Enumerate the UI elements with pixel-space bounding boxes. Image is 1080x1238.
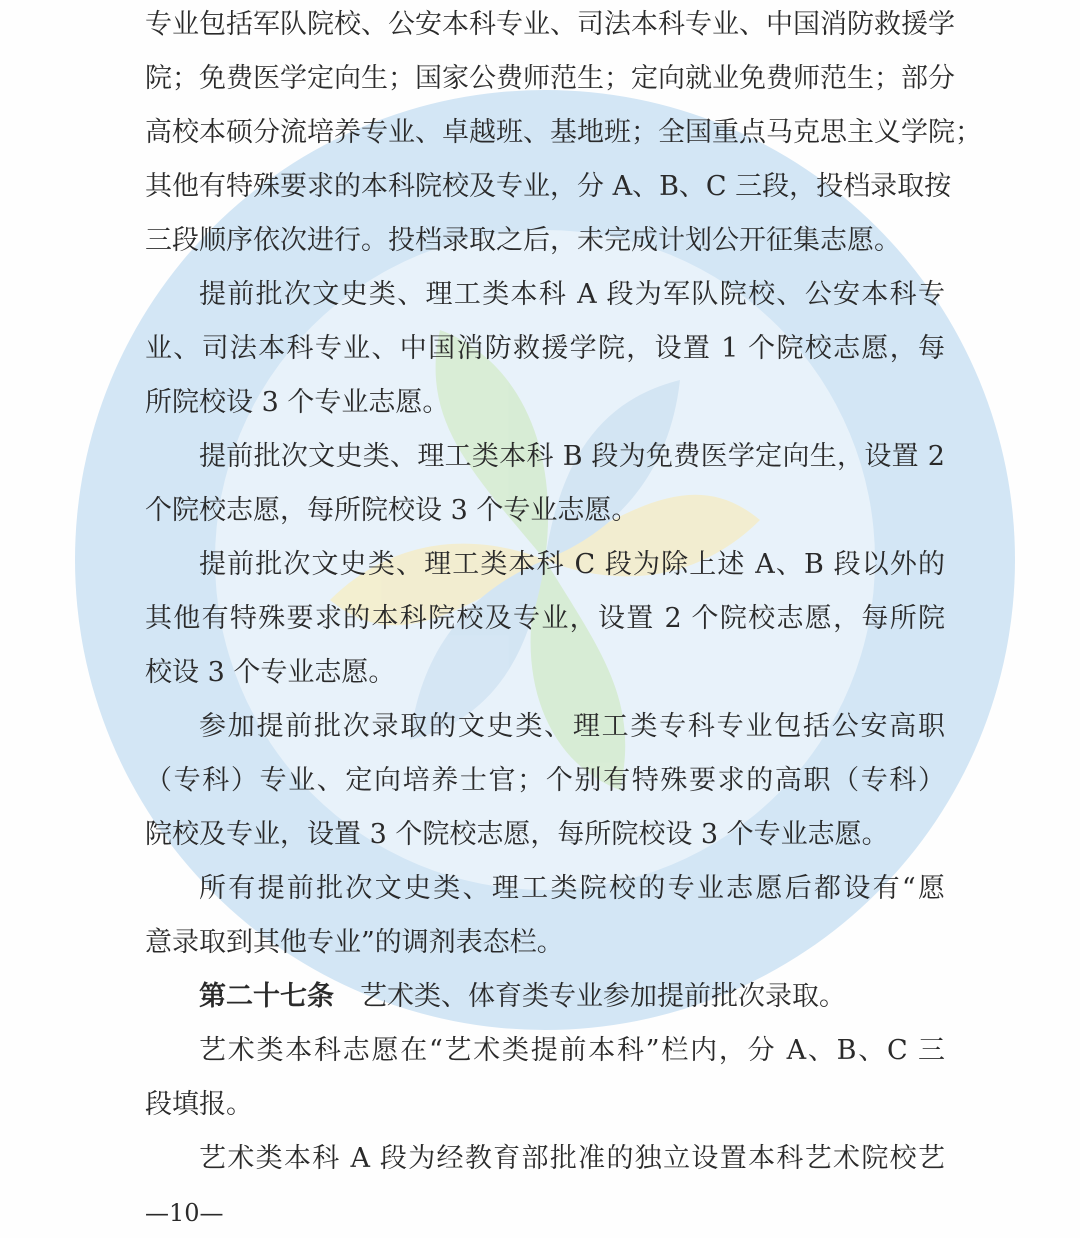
text-line: 意录取到其他专业”的调剂表态栏。 [145,927,564,958]
article-heading: 第二十七条 [199,981,334,1012]
text-line: 院；免费医学定向生；国家公费师范生；定向就业免费师范生；部分 [145,63,955,94]
text-line: 提前批次文史类、理工类本科 A 段为军队院校、公安本科专 [199,279,945,310]
text-line: 业、司法本科专业、中国消防救援学院，设置 1 个院校志愿，每 [145,333,945,364]
text-line: 三段顺序依次进行。投档录取之后，未完成计划公开征集志愿。 [145,225,901,256]
text-line: 院校及专业，设置 3 个院校志愿，每所院校设 3 个专业志愿。 [145,819,889,850]
text-line: 校设 3 个专业志愿。 [145,657,396,688]
text-line: 其他有特殊要求的本科院校及专业，分 A、B、C 三段，投档录取按 [145,171,952,202]
text-line: 提前批次文史类、理工类本科 C 段为除上述 A、B 段以外的 [199,549,945,580]
text-line: 艺术类、体育类专业参加提前批次录取。 [360,981,846,1012]
text-line: 高校本硕分流培养专业、卓越班、基地班；全国重点马克思主义学院； [145,117,982,148]
page-number: —10— [145,1199,224,1227]
article-line [199,970,945,1024]
text-line: 参加提前批次录取的文史类、理工类专科专业包括公安高职 [199,711,945,742]
text-line: 提前批次文史类、理工类本科 B 段为免费医学定向生，设置 2 [199,441,945,472]
text-line: 所院校设 3 个专业志愿。 [145,387,450,418]
text-line: 段填报。 [145,1089,253,1120]
text-line: 其他有特殊要求的本科院校及专业，设置 2 个院校志愿，每所院 [145,603,945,634]
text-line: 专业包括军队院校、公安本科专业、司法本科专业、中国消防救援学 [145,9,955,40]
text-line: 艺术类本科 A 段为经教育部批准的独立设置本科艺术院校艺 [199,1143,945,1174]
text-line: 个院校志愿，每所院校设 3 个专业志愿。 [145,495,639,526]
text-line: （专科）专业、定向培养士官；个别有特殊要求的高职（专科） [145,765,945,796]
text-line: 所有提前批次文史类、理工类院校的专业志愿后都设有“愿 [199,873,945,904]
text-line: 艺术类本科志愿在“艺术类提前本科”栏内，分 A、B、C 三 [199,1035,945,1066]
